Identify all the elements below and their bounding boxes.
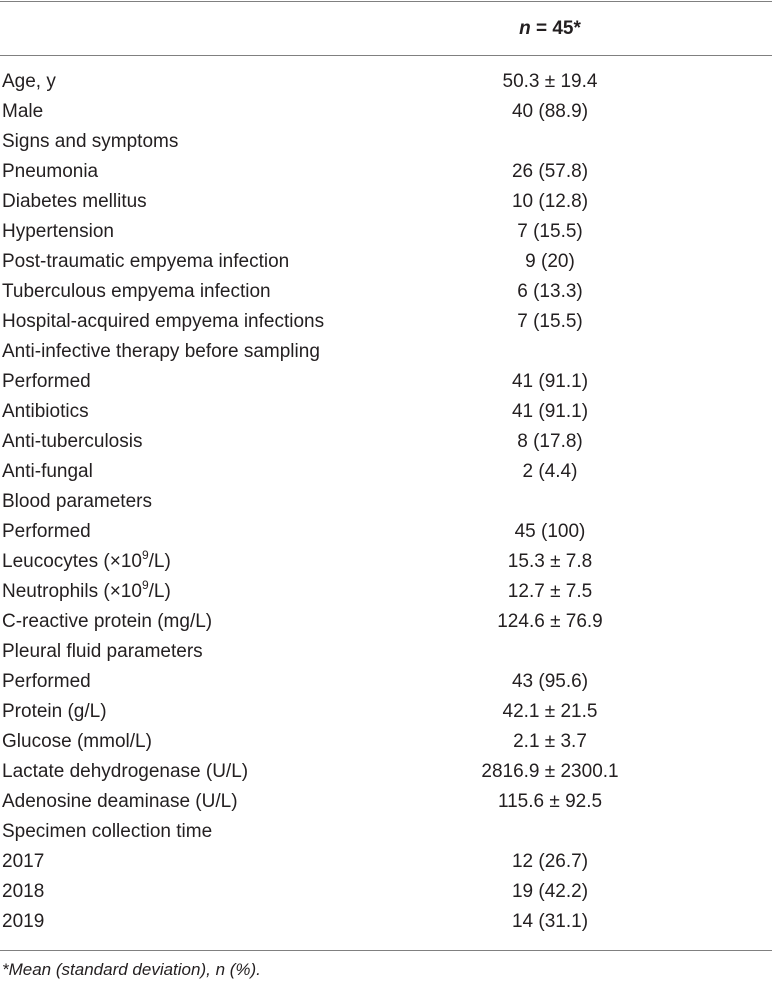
row-label: C-reactive protein (mg/L) [2,611,213,632]
row-value: 15.3 ± 7.8 [507,551,593,572]
row-label: Adenosine deaminase (U/L) [2,791,238,812]
row-value: 41 (91.1) [511,401,589,422]
row-value: 41 (91.1) [511,371,589,392]
row-value: 40 (88.9) [511,101,589,122]
table-row [0,127,772,157]
table-row [0,547,772,577]
row-label: Antibiotics [2,401,89,422]
table-top-rule [0,1,772,2]
row-label-unit: /L) [148,551,171,572]
row-value: 14 (31.1) [511,911,589,932]
row-value: 42.1 ± 21.5 [502,701,598,722]
table-row [0,817,772,847]
table-row [0,187,772,217]
table-row [0,877,772,907]
row-value: 43 (95.6) [511,671,589,692]
row-value: 9 (20) [525,251,575,272]
row-label: Age, y [2,71,56,92]
table-row [0,727,772,757]
table-row [0,217,772,247]
row-label-superscript: 9 [141,547,149,562]
row-label: Glucose (mmol/L) [2,731,152,752]
table-row [0,457,772,487]
table-row [0,307,772,337]
row-label: Performed [2,371,91,392]
table-row [0,607,772,637]
table-bottom-rule [0,950,772,951]
row-value: 124.6 ± 76.9 [497,611,603,632]
table-row [0,487,772,517]
row-label-superscript: 9 [141,577,149,592]
table-header-row [0,14,772,44]
table-row [0,787,772,817]
table-footnote: *Mean (standard deviation), n (%). [2,960,261,979]
table-row [0,667,772,697]
table-row [0,337,772,367]
row-value: 12.7 ± 7.5 [507,581,593,602]
table-header-rule [0,55,772,56]
row-label: Hypertension [2,221,114,242]
row-label: Diabetes mellitus [2,191,147,212]
table-row [0,637,772,667]
table-row [0,577,772,607]
row-value: 50.3 ± 19.4 [502,71,598,92]
row-value: 2 (4.4) [522,461,578,482]
table-row [0,427,772,457]
row-label: 2019 [2,911,45,932]
row-value: 26 (57.8) [511,161,589,182]
table-row [0,97,772,127]
row-label: Blood parameters [2,491,152,512]
row-label: Pneumonia [2,161,99,182]
row-label: Hospital-acquired empyema infections [2,311,325,332]
row-label-unit: /L) [148,581,171,602]
row-label: Protein (g/L) [2,701,107,722]
row-label: Anti-fungal [2,461,93,482]
row-label: Pleural fluid parameters [2,641,203,662]
table-row [0,397,772,427]
table-row [0,907,772,937]
table-row [0,277,772,307]
row-value: 19 (42.2) [511,881,589,902]
row-label: Anti-infective therapy before sampling [2,341,320,362]
row-label: Lactate dehydrogenase (U/L) [2,761,249,782]
row-label: Anti-tuberculosis [2,431,143,452]
table-row [0,517,772,547]
row-value: 7 (15.5) [517,221,583,242]
table-row [0,757,772,787]
table-body [0,67,772,937]
row-label: Performed [2,671,91,692]
row-label-text: Leucocytes (×10 [2,551,142,572]
row-value: 12 (26.7) [511,851,589,872]
table-row [0,247,772,277]
row-label: Signs and symptoms [2,131,179,152]
row-label: Performed [2,521,91,542]
table-row [0,157,772,187]
table-row [0,67,772,97]
row-value: 8 (17.8) [517,431,583,452]
row-value: 45 (100) [514,521,586,542]
row-label: 2017 [2,851,45,872]
row-label [2,549,171,575]
row-value: 6 (13.3) [517,281,583,302]
table-row [0,367,772,397]
row-label: Male [2,101,44,122]
row-value: 2.1 ± 3.7 [513,731,587,752]
row-label: 2018 [2,881,45,902]
row-value: 10 (12.8) [511,191,589,212]
row-label: Specimen collection time [2,821,213,842]
sample-size-header [417,14,683,44]
row-value: 7 (15.5) [517,311,583,332]
table-row [0,697,772,727]
row-label [2,579,171,605]
row-value: 2816.9 ± 2300.1 [481,761,619,782]
row-label-text: Neutrophils (×10 [2,581,142,602]
sample-size-n-label: n [519,18,531,39]
table-row [0,847,772,877]
row-label: Tuberculous empyema infection [2,281,271,302]
row-label: Post-traumatic empyema infection [2,251,290,272]
sample-size-value: = 45* [530,18,581,39]
row-value: 115.6 ± 92.5 [497,791,603,812]
